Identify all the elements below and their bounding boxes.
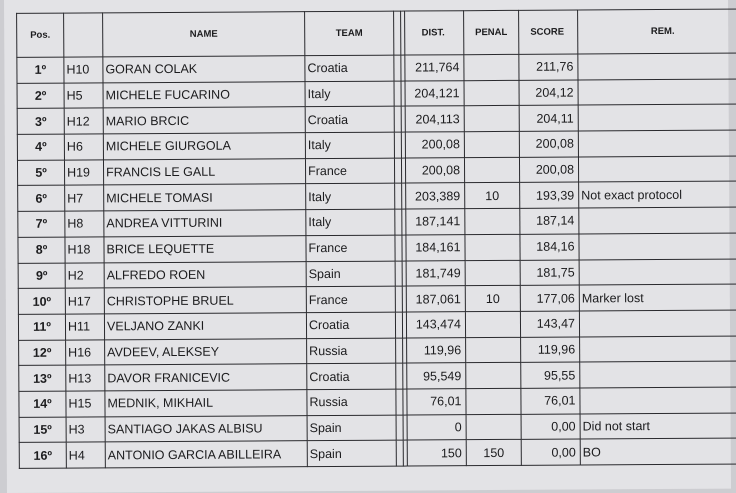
heat-cell: H16: [66, 339, 105, 365]
name-cell: DAVOR FRANICEVIC: [105, 364, 307, 391]
penalty-cell: 150: [466, 440, 521, 466]
header-score: SCORE: [519, 10, 578, 54]
name-cell: AVDEEV, ALEKSEY: [105, 338, 307, 365]
distance-cell: 181,749: [406, 260, 465, 286]
team-cell: Russia: [307, 338, 396, 364]
distance-cell: 119,96: [407, 337, 466, 363]
position-cell: 13º: [19, 365, 66, 391]
position-cell: 8º: [18, 237, 65, 263]
heat-cell: H7: [65, 185, 104, 211]
position-cell: 10º: [18, 288, 65, 314]
remark-cell: [580, 361, 736, 388]
distance-cell: 200,08: [405, 157, 464, 183]
score-cell: 177,06: [520, 285, 579, 311]
heat-cell: H18: [65, 237, 104, 263]
score-cell: 204,12: [519, 80, 578, 106]
name-cell: MICHELE FUCARINO: [103, 81, 305, 108]
remark-cell: [578, 130, 736, 157]
position-cell: 11º: [18, 314, 65, 340]
team-cell: Italy: [306, 209, 395, 235]
score-cell: 184,16: [520, 234, 579, 260]
distance-cell: 187,141: [406, 209, 465, 235]
name-cell: CHRISTOPHE BRUEL: [104, 287, 306, 314]
heat-cell: H6: [64, 134, 103, 160]
remark-cell: Did not start: [580, 413, 736, 440]
results-body: [17, 53, 736, 468]
remark-cell: [579, 233, 736, 260]
position-cell: 6º: [18, 186, 65, 212]
name-cell: ALFREDO ROEN: [104, 261, 306, 288]
remark-cell: [580, 387, 736, 414]
heat-cell: H13: [66, 365, 105, 391]
score-cell: 0,00: [521, 439, 580, 465]
header-heat: [64, 13, 103, 57]
position-cell: 16º: [19, 442, 66, 468]
distance-cell: 204,121: [405, 80, 464, 106]
heat-cell: H11: [65, 314, 104, 340]
penalty-cell: [464, 54, 519, 80]
team-cell: Russia: [307, 389, 396, 415]
penalty-cell: 10: [465, 286, 520, 312]
position-cell: 2º: [17, 83, 64, 109]
remark-cell: Marker lost: [579, 284, 736, 311]
distance-cell: 150: [407, 440, 466, 466]
header-penal: PENAL: [464, 10, 519, 54]
team-cell: Spain: [306, 261, 395, 287]
score-cell: 143,47: [520, 311, 579, 337]
distance-cell: 95,549: [407, 363, 466, 389]
score-cell: 187,14: [520, 208, 579, 234]
position-cell: 1º: [17, 57, 64, 83]
penalty-cell: 10: [465, 183, 520, 209]
heat-cell: H4: [66, 442, 105, 468]
position-cell: 5º: [17, 160, 64, 186]
position-cell: 12º: [19, 340, 66, 366]
penalty-cell: [464, 157, 519, 183]
name-cell: ANDREA VITTURINI: [104, 210, 306, 237]
team-cell: France: [306, 286, 395, 312]
name-cell: MICHELE GIURGOLA: [103, 133, 305, 160]
team-cell: Italy: [306, 184, 395, 210]
remark-cell: [580, 336, 736, 363]
team-cell: Spain: [307, 415, 396, 441]
name-cell: FRANCIS LE GALL: [103, 158, 305, 185]
distance-cell: 76,01: [407, 389, 466, 415]
name-cell: BRICE LEQUETTE: [104, 235, 306, 262]
position-cell: 4º: [17, 134, 64, 160]
position-cell: 3º: [17, 109, 64, 135]
heat-cell: H15: [66, 391, 105, 417]
penalty-cell: [464, 80, 519, 106]
remark-cell: Not exact protocol: [579, 181, 736, 208]
distance-cell: 211,764: [405, 55, 464, 81]
score-cell: 0,00: [521, 414, 580, 440]
score-cell: 200,08: [519, 131, 578, 157]
penalty-cell: [464, 131, 519, 157]
team-cell: Spain: [307, 440, 396, 466]
remark-cell: [579, 310, 736, 337]
remark-cell: [578, 79, 736, 106]
score-cell: 211,76: [519, 54, 578, 80]
header-name: NAME: [103, 12, 305, 57]
team-cell: Italy: [305, 132, 394, 158]
team-cell: Croatia: [306, 312, 395, 338]
header-pos: Pos.: [17, 13, 64, 57]
penalty-cell: [466, 388, 521, 414]
remark-cell: [579, 258, 736, 285]
team-cell: Italy: [305, 81, 394, 107]
header-row: [17, 9, 736, 57]
score-cell: 204,11: [519, 105, 578, 131]
remark-cell: [578, 156, 736, 183]
distance-cell: 204,113: [405, 106, 464, 132]
heat-cell: H12: [64, 108, 103, 134]
heat-cell: H8: [65, 211, 104, 237]
team-cell: France: [305, 158, 394, 184]
remark-cell: [578, 104, 736, 131]
remark-cell: BO: [580, 438, 736, 465]
team-cell: Croatia: [307, 363, 396, 389]
penalty-cell: [466, 414, 521, 440]
distance-cell: 200,08: [405, 132, 464, 158]
heat-cell: H10: [64, 57, 103, 83]
name-cell: MEDNIK, MIKHAIL: [105, 390, 307, 417]
penalty-cell: [465, 234, 520, 260]
name-cell: SANTIAGO JAKAS ALBISU: [105, 415, 307, 442]
header-team: TEAM: [305, 11, 394, 56]
name-cell: MICHELE TOMASI: [104, 184, 306, 211]
distance-cell: 0: [407, 414, 466, 440]
remark-cell: [579, 207, 736, 234]
name-cell: MARIO BRCIC: [103, 107, 305, 134]
position-cell: 15º: [19, 417, 66, 443]
penalty-cell: [465, 260, 520, 286]
team-cell: Croatia: [305, 106, 394, 132]
penalty-cell: [465, 208, 520, 234]
header-dist: DIST.: [405, 11, 464, 55]
distance-cell: 203,389: [406, 183, 465, 209]
table-row: [19, 438, 736, 468]
name-cell: VELJANO ZANKI: [104, 313, 306, 340]
score-cell: 181,75: [520, 259, 579, 285]
team-cell: France: [306, 235, 395, 261]
heat-cell: H3: [66, 417, 105, 443]
results-table: [16, 8, 736, 468]
heat-cell: H19: [64, 160, 103, 186]
score-cell: 95,55: [521, 362, 580, 388]
penalty-cell: [464, 106, 519, 132]
remark-cell: [578, 53, 736, 80]
score-cell: 119,96: [521, 337, 580, 363]
distance-cell: 143,474: [406, 312, 465, 338]
score-cell: 193,39: [520, 182, 579, 208]
distance-cell: 184,161: [406, 235, 465, 261]
position-cell: 14º: [19, 391, 66, 417]
position-cell: 9º: [18, 263, 65, 289]
team-cell: Croatia: [305, 55, 394, 81]
name-cell: ANTONIO GARCIA ABILLEIRA: [105, 441, 307, 468]
position-cell: 7º: [18, 211, 65, 237]
name-cell: GORAN COLAK: [103, 56, 305, 83]
heat-cell: H5: [64, 83, 103, 109]
results-sheet: [4, 0, 731, 493]
score-cell: 76,01: [521, 388, 580, 414]
distance-cell: 187,061: [406, 286, 465, 312]
score-cell: 200,08: [519, 157, 578, 183]
penalty-cell: [465, 311, 520, 337]
penalty-cell: [466, 363, 521, 389]
heat-cell: H17: [65, 288, 104, 314]
header-rem: REM.: [578, 9, 736, 54]
penalty-cell: [466, 337, 521, 363]
heat-cell: H2: [65, 262, 104, 288]
